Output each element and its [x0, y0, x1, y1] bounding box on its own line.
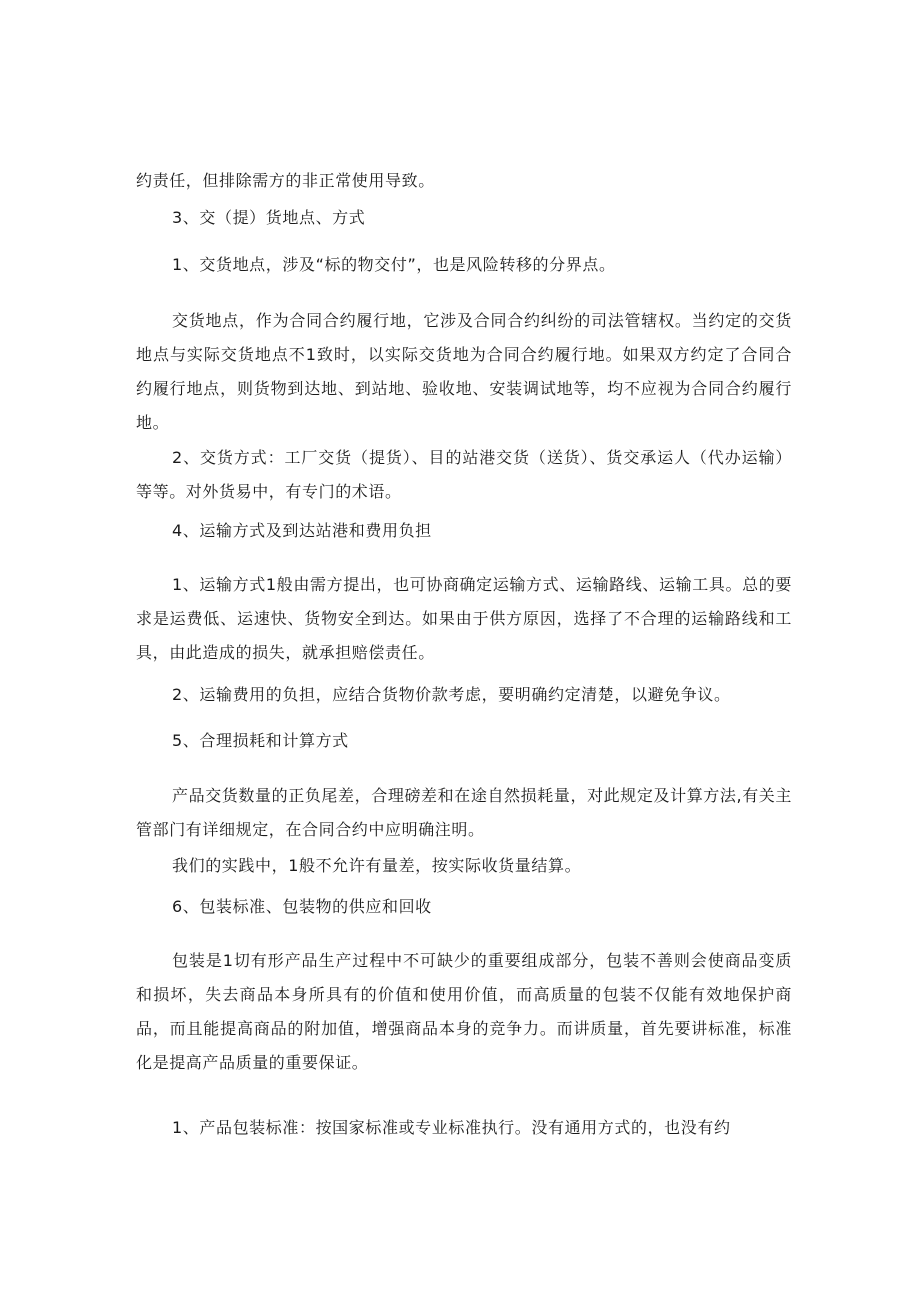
- item-delivery-method: 2、交货方式：工厂交货（提货）、目的站港交货（送货）、货交承运人（代办运输）等等。对外货易中，有专门的术语。: [136, 448, 792, 501]
- item-delivery-location: 1、交货地点，涉及“标的物交付”，也是风险转移的分界点。: [172, 255, 616, 274]
- paragraph-packaging: 包装是1切有形产品生产过程中不可缺少的重要组成部分，包装不善则会使商品变质和损坏，失去商品本身所具有的价值和使用价值，而高质量的包装不仅能有效地保护商品，而且能提高商品的附加值，增强商品本身的竞争力。而讲质量，首先要讲标准，标准化是提高产品质量的重要保证。: [136, 951, 792, 1072]
- section-heading-4: 4、运输方式及到达站港和费用负担: [172, 521, 432, 540]
- section-heading-3: 3、交（提）货地点、方式: [172, 208, 366, 227]
- section-heading-5: 5、合理损耗和计算方式: [172, 731, 349, 750]
- item-packaging-standard: 1、产品包装标准：按国家标准或专业标准执行。没有通用方式的，也没有约: [172, 1118, 731, 1137]
- paragraph-delivery-location: 交货地点，作为合同合约履行地，它涉及合同合约纠纷的司法管辖权。当约定的交货地点与实际交货地点不1致时，以实际交货地为合同合约履行地。如果双方约定了合同合约履行地点，则货物到达地、到站地、验收地、安装调试地等，均不应视为合同合约履行地。: [136, 311, 792, 432]
- paragraph-loss-calculation: 产品交货数量的正负尾差，合理磅差和在途自然损耗量，对此规定及计算方法,有关主管部门有详细规定，在合同合约中应明确注明。: [136, 786, 792, 839]
- paragraph-continuation: 约责任，但排除需方的非正常使用导致。: [136, 171, 435, 190]
- item-transport-cost: 2、运输费用的负担，应结合货物价款考虑，要明确约定清楚，以避免争议。: [172, 685, 731, 704]
- paragraph-practice: 我们的实践中，1般不允许有量差，按实际收货量结算。: [172, 856, 582, 875]
- section-heading-6: 6、包装标准、包装物的供应和回收: [172, 897, 432, 916]
- item-transport-method: 1、运输方式1般由需方提出，也可协商确定运输方式、运输路线、运输工具。总的要求是运费低、运速快、货物安全到达。如果由于供方原因，选择了不合理的运输路线和工具，由此造成的损失，就承担赔偿责任。: [136, 575, 792, 662]
